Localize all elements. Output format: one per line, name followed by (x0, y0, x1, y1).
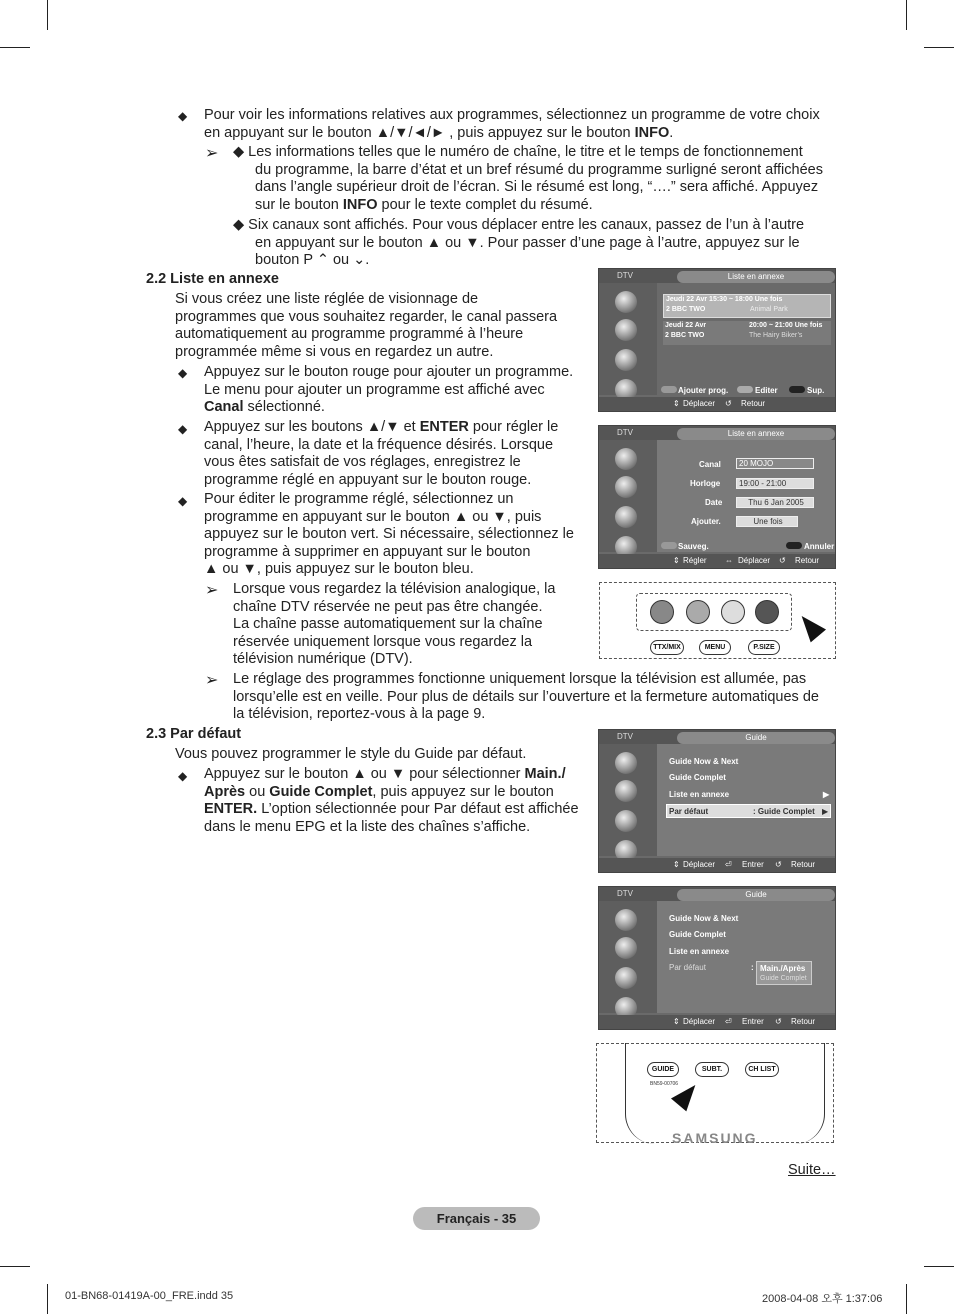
screen-title: Liste en annexe (677, 271, 835, 283)
remote-control-guide (596, 1043, 834, 1146)
screen-title: Guide (677, 732, 835, 744)
s22-intro: Si vous créez une liste réglée de visionnage de programmes que vous souhaitez regarder, le canal passera automatiquement au programme programmé à l’heure programmée même si vous en regardez un autre. (175, 291, 558, 360)
bullet-diamond-icon: ◆ (178, 769, 188, 783)
updown-icon: ⇕ (673, 556, 680, 565)
date-label: Date (705, 498, 723, 507)
screen-guide-2: DTV Guide Guide Now & Next Guide Complet Liste en annexe Par défaut : Main./Après Guide Complet ⇕ Déplacer ⏎ Entrer ↺ Retour (598, 886, 836, 1030)
menu-item[interactable]: Liste en annexe (669, 790, 730, 799)
return-icon: ↺ (775, 1017, 782, 1026)
note-arrow-icon: ➢ (205, 582, 219, 599)
s22-bullet-3: Pour éditer le programme réglé, sélectionnez un programme en appuyant sur le bouton ▲ ou ▼, puis appuyez sur le bouton vert. Si nécessaire, sélectionnez le programme à supprimer en appuyant sur le bouton ▲ ou ▼, puis appuyez sur le bouton bleu. (204, 491, 574, 577)
dtv-label: DTV (617, 271, 633, 280)
leftright-icon: ⇔ (725, 556, 733, 565)
enter-icon: ⏎ (725, 860, 732, 869)
return-icon: ↺ (775, 860, 782, 869)
schedule-row[interactable]: Jeudi 22 Avr 15:30 ~ 18:00 Une fois 2 BBC TWO Animal Park (663, 294, 831, 318)
sound-icon (615, 937, 637, 959)
channel-list-button[interactable]: CH LIST (745, 1062, 779, 1077)
picture-icon (615, 909, 637, 931)
screen-liste-annexe-2: DTV Liste en annexe Canal 20 MOJO Horloge 19:00 - 21:00 Date Thu 6 Jan 2005 Ajouter. Une fois Sauveg. Annuler ⇕ Régler ⇔ Déplacer ↺ Retour (598, 425, 836, 569)
bullet-diamond-icon: ◆ (178, 366, 188, 380)
note-arrow-icon: ➢ (205, 145, 219, 162)
bullet-diamond-icon: ◆ (178, 494, 188, 508)
screen-title: Guide (677, 889, 835, 901)
delete-label: Sup. (807, 386, 825, 395)
green-button[interactable] (686, 600, 710, 624)
menu-item[interactable]: Guide Complet (669, 773, 726, 782)
updown-icon: ⇕ (673, 399, 680, 408)
clock-label: Horloge (690, 479, 721, 488)
menu-item[interactable]: Par défaut (669, 963, 706, 972)
edit-label: Editer (755, 386, 778, 395)
updown-icon: ⇕ (673, 1017, 680, 1026)
picture-icon (615, 448, 637, 470)
menu-item[interactable]: Guide Now & Next (669, 914, 739, 923)
intro-text: Pour voir les informations relatives aux programmes, sélectionnez un programme de votre choix en appuyant sur le bouton ▲/▼/◄/► , puis appuyez sur le bouton INFO. (204, 107, 820, 141)
channel-icon (615, 506, 637, 528)
channel-icon (615, 810, 637, 832)
dtv-label: DTV (617, 889, 633, 898)
subtitle-button[interactable]: SUBT. (695, 1062, 729, 1077)
remote-control-color-buttons (599, 582, 836, 659)
s22-note-1: Lorsque vous regardez la télévision analogique, la chaîne DTV réservée ne peut pas être changée. La chaîne passe automatiquement sur la chaîne réservée uniquement lorsque vous regardez la télévision numérique (DTV). (233, 581, 556, 667)
footer-timestamp: 2008-04-08 오후 1:37:06 (762, 1293, 883, 1305)
cancel-label: Annuler (804, 542, 835, 551)
repeat-field[interactable]: Une fois (736, 516, 798, 527)
samsung-logo: SAMSUNG (672, 1130, 758, 1146)
page-number-badge: Français - 35 (413, 1207, 540, 1230)
picture-icon (615, 752, 637, 774)
ttx-mix-button[interactable]: TTX/MIX (650, 640, 684, 655)
continued-text: Suite… (788, 1162, 836, 1178)
screen-title: Liste en annexe (677, 428, 835, 440)
channel-field[interactable]: 20 MOJO (736, 458, 814, 469)
sound-icon (615, 476, 637, 498)
intro-note: ◆ Les informations telles que le numéro de chaîne, le titre et le temps de fonctionnement du programme, la barre d’état et un bref résumé du programme surligné seront affichées dans l’angle supérieur droit de l’écran. Si le résumé est long, “….” sera affiché. Appuyez sur le bouton INFO pour le texte complet du résumé. ◆ Six canaux sont affichés. Pour vous déplacer entre les canaux, passez de l’un à l’autre en appuyant sur le bouton ▲ ou ▼. Pour passer d’une page à l’autre, appuyez sur le bouton P ⌃ ou ⌄. (233, 144, 823, 268)
menu-item[interactable]: Guide Now & Next (669, 757, 739, 766)
menu-button[interactable]: MENU (699, 640, 731, 655)
sound-icon (615, 319, 637, 341)
enter-icon: ⏎ (725, 1017, 732, 1026)
arrow-right-icon: ▶ (823, 790, 830, 799)
schedule-row[interactable]: Jeudi 22 Avr 20:00 ~ 21:00 Une fois 2 BBC TWO The Hairy Biker’s (663, 321, 831, 345)
section-heading-2-2: 2.2 Liste en annexe (146, 271, 279, 287)
sound-icon (615, 780, 637, 802)
default-row[interactable]: Par défaut : Guide Complet ▶ (666, 804, 831, 818)
model-code: BN59-00706 (650, 1081, 679, 1087)
repeat-label: Ajouter. (691, 517, 721, 526)
red-button[interactable] (650, 600, 674, 624)
return-icon: ↺ (725, 399, 732, 408)
bullet-diamond-icon: ◆ (178, 422, 188, 436)
default-options[interactable]: Main./Après Guide Complet (756, 961, 812, 985)
updown-icon: ⇕ (673, 860, 680, 869)
screen-liste-annexe-1: DTV Liste en annexe Jeudi 22 Avr 15:30 ~ 18:00 Une fois 2 BBC TWO Animal Park Jeudi 22 Avr 20:00 ~ 21:00 Une fois 2 BBC TWO The Hairy Biker’s Ajouter prog. Editer Sup. ⇕ Déplacer ↺ Retour (598, 268, 836, 412)
s22-bullet-1: Appuyez sur le bouton rouge pour ajouter un programme. Le menu pour ajouter un programme est affiché avec Canal sélectionné. (204, 364, 574, 415)
menu-item[interactable]: Guide Complet (669, 930, 726, 939)
s23-intro: Vous pouvez programmer le style du Guide par défaut. (175, 746, 527, 762)
channel-icon (615, 349, 637, 371)
bullet-diamond-icon: ◆ (178, 109, 188, 123)
menu-item[interactable]: Liste en annexe (669, 947, 730, 956)
screen-guide-1: DTV Guide Guide Now & Next Guide Complet Liste en annexe ▶ Par défaut : Guide Complet ▶ ⇕ Déplacer ⏎ Entrer ↺ Retour (598, 729, 836, 873)
arrow-right-icon: ▶ (822, 807, 829, 816)
dtv-label: DTV (617, 428, 633, 437)
s22-note-2: Le réglage des programmes fonctionne uniquement lorsque la télévision est allumée, pas lorsqu’elle est en veille. Pour plus de détails sur l’ouverture et la fermeture automatiques de la télévision, reportez-vous à la page 9. (233, 671, 819, 722)
dtv-label: DTV (617, 732, 633, 741)
date-field[interactable]: Thu 6 Jan 2005 (736, 497, 814, 508)
yellow-button[interactable] (721, 600, 745, 624)
return-icon: ↺ (779, 556, 786, 565)
s23-bullet-1: Appuyez sur le bouton ▲ ou ▼ pour sélectionner Main./ Après ou Guide Complet, puis appuyez sur le bouton ENTER. L’option sélectionnée pour Par défaut est affichée dans le menu EPG et la liste des chaînes s’affiche. (204, 766, 579, 835)
pointer-hand-icon (794, 610, 826, 643)
add-program-label: Ajouter prog. (678, 386, 729, 395)
guide-button[interactable]: GUIDE (647, 1062, 679, 1077)
channel-label: Canal (699, 460, 721, 469)
picture-icon (615, 291, 637, 313)
blue-button[interactable] (755, 600, 779, 624)
channel-icon (615, 967, 637, 989)
footer-file: 01-BN68-01419A-00_FRE.indd 35 (65, 1290, 234, 1302)
section-heading-2-3: 2.3 Par défaut (146, 726, 242, 742)
save-label: Sauveg. (678, 542, 709, 551)
s22-bullet-2: Appuyez sur les boutons ▲/▼ et ENTER pour régler le canal, l’heure, la date et la fréquence désirés. Lorsque vous êtes satisfait de vos réglages, enregistrez le programme réglé en appuyant sur le bouton rouge. (204, 419, 559, 488)
p-size-button[interactable]: P.SIZE (748, 640, 780, 655)
clock-field[interactable]: 19:00 - 21:00 (736, 478, 814, 489)
note-arrow-icon: ➢ (205, 672, 219, 689)
